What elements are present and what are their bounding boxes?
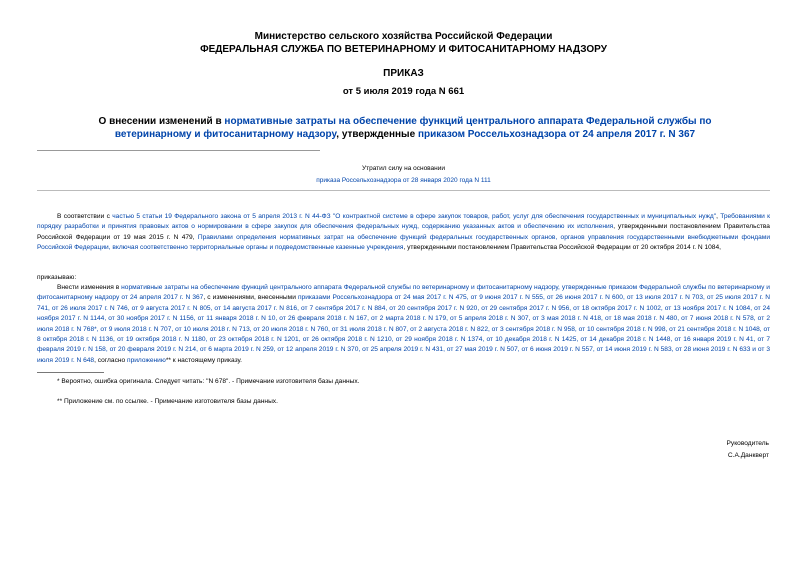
p1-text-b: ,	[716, 213, 721, 220]
paragraph-amendments	[37, 283, 770, 366]
signatory-title: Руководитель	[726, 440, 769, 447]
footnote-2: ** Приложение см. по ссылке. - Примечание изготовителя базы данных.	[57, 398, 278, 405]
p3-text-c: , согласно	[94, 356, 128, 364]
paragraph-order-word: приказываю:	[37, 274, 77, 281]
ministry-title: Министерство сельского хозяйства Российской Федерации	[254, 31, 553, 42]
doc-type: ПРИКАЗ	[383, 68, 424, 79]
lost-force-note: Утратил силу на основании	[361, 165, 446, 172]
p3-text-b: , с изменениями, внесенными	[203, 294, 298, 302]
subject-text-2: , утвержденные	[336, 129, 418, 140]
p3-link-appendix[interactable]: приложению	[127, 356, 166, 364]
signatory-name: С.А.Данкверт	[727, 452, 769, 459]
doc-subject	[60, 115, 750, 141]
subject-link-norms[interactable]: нормативные затраты на обеспечение функций центрального аппарата Федеральной службы по ветеринарному и фитосанитарному надзору	[114, 116, 712, 140]
p3-link-norms[interactable]: нормативные затраты на обеспечение функций центрального аппарата Федеральной службы по ветеринарному и фитосанитарному надзору, утвержденные приказом Федеральной службы по ветеринарному и фитосанитарному надзору от 24 апреля 2017 г. N 367	[37, 284, 770, 302]
divider-top	[37, 150, 320, 151]
p3-text-a: Внести изменения в	[57, 284, 122, 291]
p1-link-requirements[interactable]: Требованиями к порядку разработки и принятия правовых актов о нормировании в сфере закупок для обеспечения федеральных нужд, содержанию указанных актов и обеспечению их исполнения	[37, 213, 770, 231]
p1-text-a: В соответствии с	[57, 213, 113, 220]
subject-link-order[interactable]: приказом Россельхознадзора от 24 апреля 2017 г. N 367	[417, 129, 696, 140]
paragraph-basis	[37, 212, 770, 254]
p3-text-d: ** к настоящему приказу.	[165, 356, 242, 364]
lost-force-link[interactable]: приказа Россельхознадзора от 28 января 2020 года N 111	[316, 177, 491, 184]
p1-text-c: , утвержденными постановлением Правительства Российской Федерации от 19 мая 2015 г. N 479,	[37, 223, 770, 241]
p1-link-law[interactable]: частью 5 статьи 19 Федерального закона от 5 апреля 2013 г. N 44-ФЗ "О контрактной системе в сфере закупок товаров, работ, услуг для обеспечения государственных и муниципальных нужд"	[112, 213, 717, 220]
subject-text-1: О внесении изменений в	[98, 116, 225, 127]
p1-text-d: , утвержденными постановлением Правительства Российской Федерации от 20 октября 2014 г. N 1084,	[403, 244, 721, 252]
service-title: ФЕДЕРАЛЬНАЯ СЛУЖБА ПО ВЕТЕРИНАРНОМУ И ФИТОСАНИТАРНОМУ НАДЗОРУ	[200, 44, 607, 55]
p1-link-rules[interactable]: Правилами определения нормативных затрат на обеспечение функций федеральных государственных органов, органов управления государственными внебюджетными фондами Российской Федерации, включая соответственно территориальные органы и подведомственные казенные учреждения	[37, 233, 770, 252]
p3-link-orders[interactable]: приказами Россельхознадзора от 24 мая 2017 г. N 475, от 9 июня 2017 г. N 555, от 26 июня 2017 г. N 600, от 13 июля 2017 г. N 703, от 25 июля 2017 г. N 741, от 26 июля 2017 г. N 746, от 9 августа 2017 г. N 805, от 14 августа 2017 г. N 816, от 7 сентября 2017 г. N 884, от 20 сентября 2017 г. N 920, от 29 сентября 2017 г. N 956, от 18 октября 2017 г. N 1002, от 13 ноября 2017 г. N 1084, от 24 ноября 2017 г. N 1144, от 30 ноября 2017 г. N 1156, от 11 января 2018 г. N 10, от 26 февраля 2018 г. N 167, от 2 марта 2018 г. N 179, от 5 апреля 2018 г. N 307, от 3 мая 2018 г. N 418, от 18 мая 2018 г. N 480, от 7 июня 2018 г. N 578, от 2 июля 2018 г. N 768*, от 9 июля 2018 г. N 707, от 10 июля 2018 г. N 713, от 20 июля 2018 г. N 760, от 31 июля 2018 г. N 807, от 2 августа 2018 г. N 822, от 3 сентября 2018 г. N 958, от 10 сентября 2018 г. N 998, от 21 сентября 2018 г. N 1048, от 8 октября 2018 г. N 1136, от 19 октября 2018 г. N 1180, от 23 октября 2018 г. N 1201, от 26 октября 2018 г. N 1210, от 29 ноября 2018 г. N 1374, от 10 декабря 2018 г. N 1425, от 14 декабря 2018 г. N 1448, от 16 января 2019 г. N 41, от 7 февраля 2019 г. N 158, от 20 февраля 2019 г. N 214, от 6 марта 2019 г. N 259, от 12 апреля 2019 г. N 370, от 25 апреля 2019 г. N 431, от 27 мая 2019 г. N 507, от 6 июня 2019 г. N 557, от 14 июня 2019 г. N 583, от 28 июня 2019 г. N 633 и от 3 июля 2019 г. N 648	[37, 294, 770, 364]
doc-date-number: от 5 июля 2019 года N 661	[342, 86, 465, 97]
footnote-1: * Вероятно, ошибка оригинала. Следует читать: "N 678". - Примечание изготовителя базы данных.	[57, 378, 360, 385]
divider-main	[37, 190, 770, 191]
footnote-divider	[37, 372, 104, 373]
